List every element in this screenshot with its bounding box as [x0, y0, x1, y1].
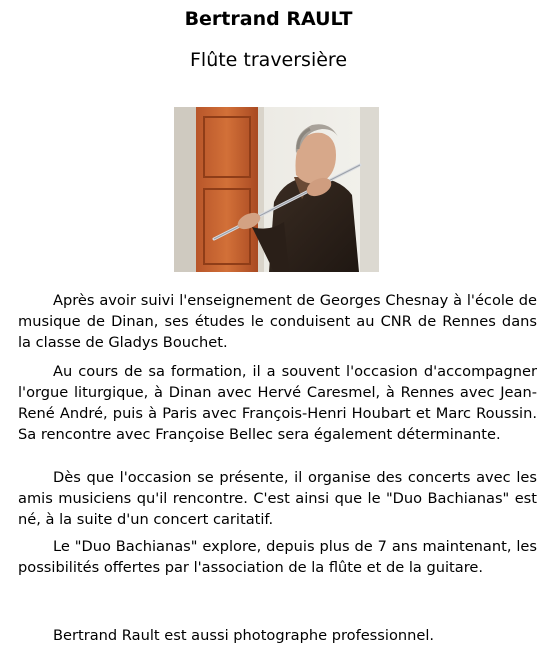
bio-paragraph-organ: Au cours de sa formation, il a souvent l'occasion d'accompagner l'orgue liturgique, à Dinan avec Hervé Caresmel, à Rennes avec Jean-René André, puis à Paris avec François-Henri Houbart et Marc Roussin. Sa rencontre avec Françoise Bellec sera également déterminante.	[18, 363, 537, 443]
page-subtitle: Flûte traversière	[189, 49, 348, 71]
bio-paragraph-photographer: Bertrand Rault est aussi photographe professionnel.	[53, 627, 435, 644]
bio-paragraph-concerts: Dès que l'occasion se présente, il organise des concerts avec les amis musiciens qu'il rencontre. C'est ainsi que le "Duo Bachianas" est né, à la suite d'un concert caritatif.	[18, 469, 537, 528]
portrait-photo	[174, 107, 379, 272]
bio-paragraph-training: Après avoir suivi l'enseignement de Georges Chesnay à l'école de musique de Dinan, ses études le conduisent au CNR de Rennes dans la classe de Gladys Bouchet.	[18, 292, 537, 351]
page-title: Bertrand RAULT	[184, 8, 353, 30]
bio-paragraph-duo: Le "Duo Bachianas" explore, depuis plus de 7 ans maintenant, les possibilités offertes par l'association de la flûte et de la guitare.	[18, 538, 537, 576]
